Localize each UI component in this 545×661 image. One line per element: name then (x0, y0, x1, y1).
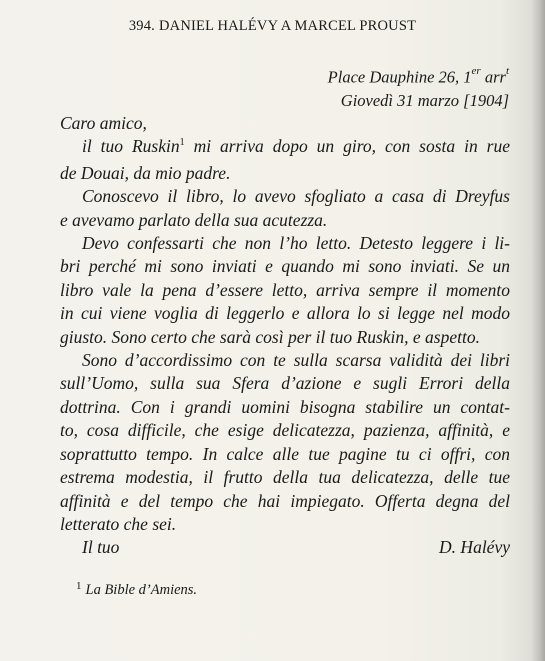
letter-number: 394. (128, 18, 156, 34)
paragraph-4-line-3: dottrina. Con i grandi uomini bisogna stabilire un contat- (60, 396, 510, 417)
paragraph-3-line-4: in cui viene voglia di leggerlo e allora lo si legge nel modo (60, 303, 510, 324)
letter-header (0, 18, 545, 35)
signature: D. Halévy (439, 537, 510, 558)
paragraph-2-line-1: Conoscevo il libro, lo avevo sfogliato a casa di Dreyfus (82, 186, 510, 207)
paragraph-4-line-4: to, cosa difficile, che esige delicatezza, pazienza, affinità, e (60, 420, 510, 441)
dateline (328, 62, 509, 112)
paragraph-4-line-7: affinità e del tempo che hai impiegato. Offerta degna del (60, 490, 510, 511)
footnote-reference: 1 (179, 137, 185, 149)
place-arr: arr (480, 67, 506, 87)
text-segment: mi arriva dopo un giro, con sosta in rue (184, 136, 511, 157)
place-superscript-er: er (471, 65, 481, 77)
paragraph-4-line-8: letterato che sei. (60, 513, 177, 534)
paragraph-3-line-5: giusto. Sono certo che sarà così per il tuo Ruskin, e aspetto. (60, 326, 480, 347)
paragraph-4-line-2: sull’Uomo, sulla sua Sfera d’azione e sugli Errori della (60, 373, 510, 394)
footnote-number: 1 (76, 580, 82, 592)
paragraph-4-line-5: soprattutto tempo. In calce alle tue pagine tu ci offri, con (60, 443, 510, 464)
text-segment: il tuo Ruskin (82, 136, 180, 157)
footnote-text: La Bible d’Amiens. (85, 582, 198, 598)
date-line: Giovedì 31 marzo [1904] (340, 90, 509, 110)
footnote (76, 582, 197, 599)
page-edge-shadow (531, 0, 545, 661)
closing-row (60, 536, 510, 559)
paragraph-1-line-2: de Douai, da mio padre. (60, 162, 231, 183)
paragraph-4-line-6: estrema modestia, il frutto della tua delicatezza, delle tue (60, 467, 510, 488)
place-text: Place Dauphine 26, 1 (327, 67, 472, 87)
letter-title: DANIEL HALÉVY A MARCEL PROUST (159, 18, 417, 34)
salutation: Caro amico, (60, 113, 147, 133)
paragraph-1-line-1 (60, 135, 510, 161)
closing: Il tuo (82, 537, 120, 558)
paragraph-3-line-2: bri perché mi sono inviati e quando mi sono inviati. Se un (60, 256, 510, 277)
place-superscript-t: t (505, 65, 509, 77)
paragraph-3-line-1: Devo confessarti che non l’ho letto. Detesto leggere i li- (82, 233, 510, 254)
paragraph-2-line-2: e avevamo parlato della sua acutezza. (60, 209, 328, 230)
letter-body (60, 112, 510, 560)
paragraph-4-line-1: Sono d’accordissimo con te sulla scarsa validità dei libri (82, 350, 510, 371)
paragraph-3-line-3: libro vale la pena d’essere letto, arriva sempre il momento (60, 279, 510, 300)
place-line (328, 62, 509, 89)
